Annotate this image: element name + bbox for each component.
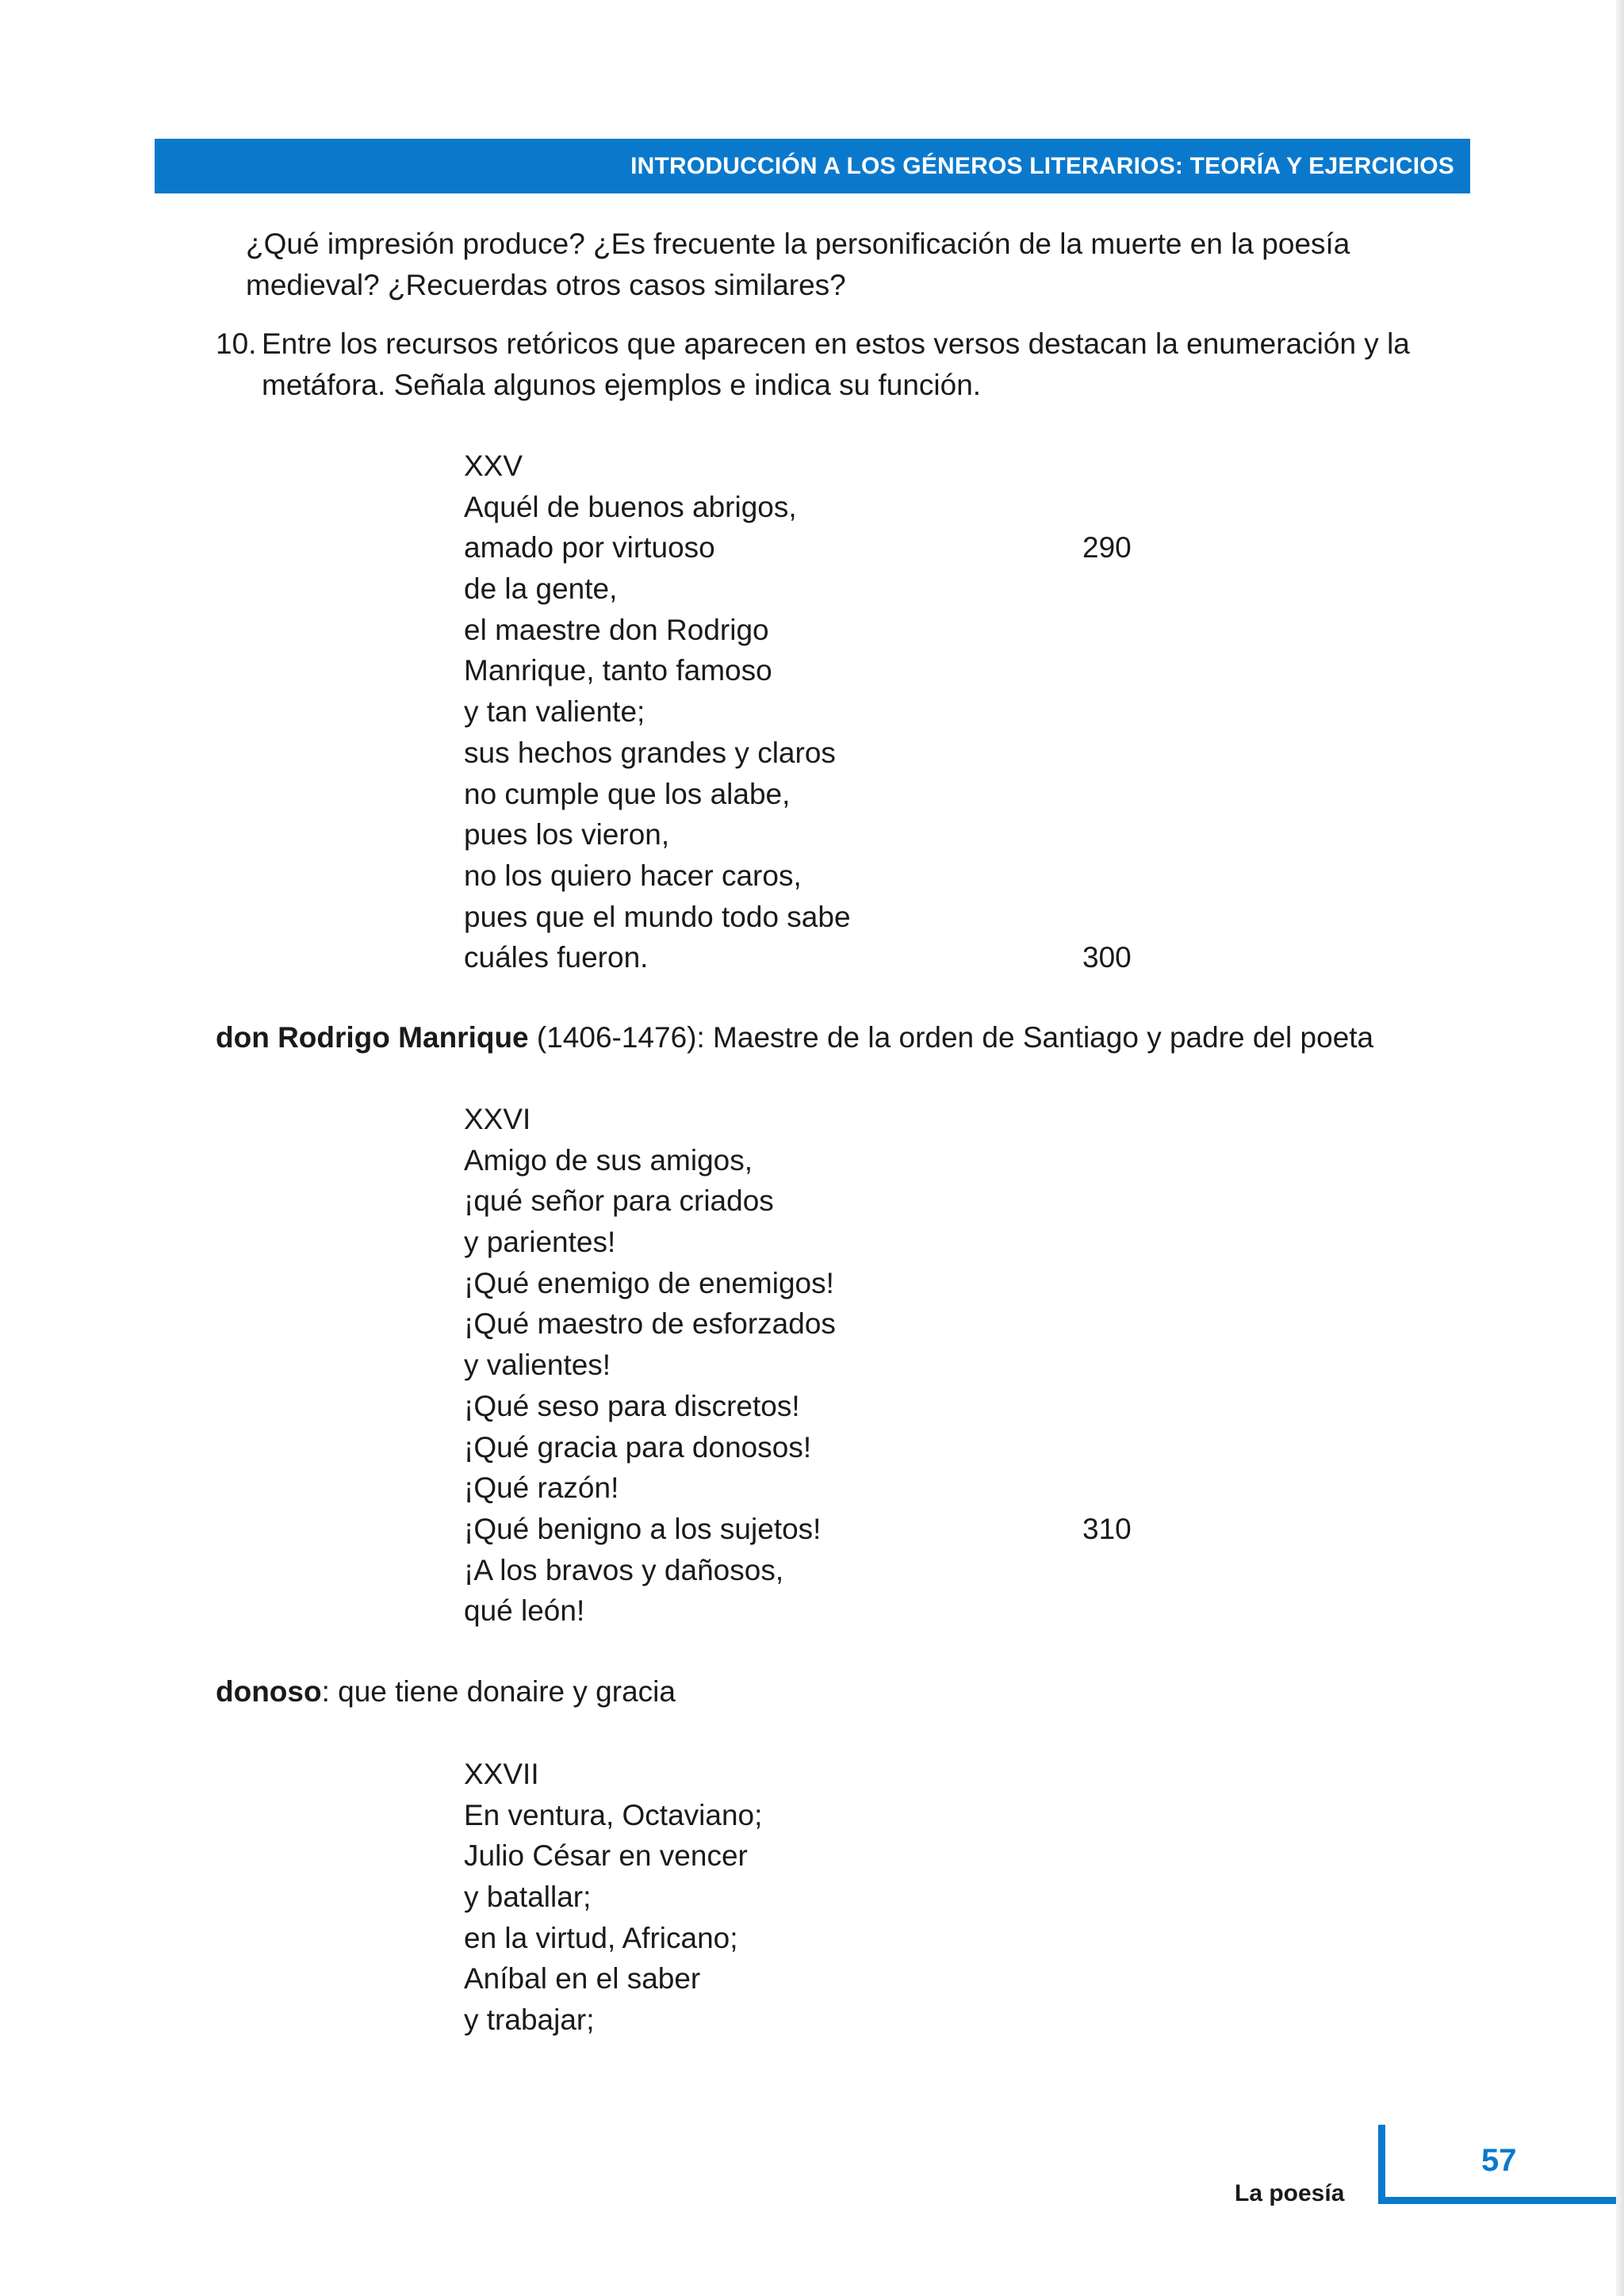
verse-line (464, 1958, 1178, 1999)
line-number: 310 (1082, 1512, 1132, 1545)
verse-line (464, 1999, 1178, 2041)
verse-line (464, 1386, 1178, 1427)
exercise-10 (216, 323, 1471, 406)
verse-text: Aquél de buenos abrigos, (464, 490, 797, 523)
verse-text: en la virtud, Africano; (464, 1921, 738, 1954)
verse-line (464, 1140, 1178, 1181)
verse-text: no los quiero hacer caros, (464, 859, 802, 892)
exercise-text: Entre los recursos retóricos que aparecen en estos versos destacan la enumeración y la metáfora. Señala algunos ejemplos e indica su función. (262, 327, 1410, 401)
stanza-xxvii (464, 1754, 1178, 2041)
verse-line (464, 1877, 1178, 1918)
verse-line (464, 1550, 1178, 1591)
verse-line (464, 1303, 1178, 1345)
stanza-heading (464, 1754, 1178, 1795)
verse-text: ¡Qué gracia para donosos! (464, 1430, 812, 1464)
verse-text: el maestre don Rodrigo (464, 613, 769, 646)
footnote-term: don Rodrigo Manrique (216, 1021, 529, 1054)
header-bar (155, 139, 1470, 193)
footnote-donoso (216, 1671, 676, 1712)
line-number: 290 (1082, 531, 1132, 564)
verse-line (464, 814, 1178, 855)
verse-line (464, 733, 1178, 774)
verse-text: XXV (464, 450, 523, 482)
verse-text: no cumple que los alabe, (464, 777, 791, 810)
verse-line (464, 1795, 1178, 1836)
verse-line (464, 1427, 1178, 1468)
footer-section-title: La poesía (1235, 2180, 1345, 2206)
verse-text: cuáles fueron. (464, 941, 649, 974)
verse-text: ¡A los bravos y dañosos, (464, 1553, 784, 1586)
verse-text: y tan valiente; (464, 695, 645, 729)
verse-line (464, 1835, 1178, 1877)
verse-text: Amigo de sus amigos, (464, 1143, 753, 1177)
stanza-heading (464, 446, 1178, 487)
header-title: INTRODUCCIÓN A LOS GÉNEROS LITERARIOS: TEORÍA Y EJERCICIOS (630, 153, 1454, 179)
verse-text: XXVI (464, 1103, 531, 1135)
page-edge (1616, 0, 1624, 2296)
stanza-xxv (464, 446, 1178, 978)
verse-text: y trabajar; (464, 2003, 595, 2037)
verse-text: sus hechos grandes y claros (464, 736, 836, 769)
verse-text: ¡Qué maestro de esforzados (464, 1307, 836, 1341)
verse-text: pues los vieron, (464, 818, 670, 851)
footer-rule-horizontal (1378, 2197, 1616, 2204)
verse-line (464, 1222, 1178, 1263)
verse-line (464, 650, 1178, 691)
verse-line (464, 610, 1178, 651)
verse-text: y batallar; (464, 1881, 592, 1914)
footnote-definition: (1406-1476): Maestre de la orden de Santiago y padre del poeta (528, 1021, 1374, 1054)
verse-text: ¡Qué enemigo de enemigos! (464, 1266, 834, 1299)
verse-text: qué león! (464, 1594, 585, 1628)
verse-text: Aníbal en el saber (464, 1962, 701, 1996)
verse-line (464, 1590, 1178, 1632)
verse-line (464, 897, 1178, 938)
verse-line (464, 568, 1178, 610)
verse-line (464, 1263, 1178, 1304)
line-number: 300 (1082, 941, 1132, 974)
verse-text: ¡Qué seso para discretos! (464, 1389, 800, 1422)
verse-line (464, 1509, 1178, 1550)
verse-line (464, 691, 1178, 733)
stanza-heading (464, 1099, 1178, 1140)
verse-text: XXVII (464, 1758, 539, 1790)
verse-line (464, 1468, 1178, 1509)
exercise-number: 10. (216, 327, 257, 360)
stanza-xxvi (464, 1099, 1178, 1632)
verse-text: y valientes! (464, 1349, 611, 1382)
verse-text: ¡qué señor para criados (464, 1184, 774, 1218)
verse-text: ¡Qué razón! (464, 1471, 619, 1505)
verse-line (464, 487, 1178, 528)
verse-text: amado por virtuoso (464, 531, 715, 564)
verse-line (464, 1918, 1178, 1959)
verse-line (464, 1181, 1178, 1222)
verse-text: ¡Qué benigno a los sujetos! (464, 1512, 822, 1545)
footnote-rodrigo (216, 1017, 1373, 1058)
verse-text: de la gente, (464, 572, 618, 606)
footer-rule-vertical (1378, 2125, 1385, 2204)
verse-text: En ventura, Octaviano; (464, 1798, 763, 1831)
verse-text: Julio César en vencer (464, 1839, 748, 1873)
verse-line (464, 1345, 1178, 1386)
verse-line (464, 937, 1178, 978)
page-number: 57 (1481, 2143, 1517, 2178)
verse-line (464, 774, 1178, 815)
verse-text: pues que el mundo todo sabe (464, 900, 851, 933)
verse-text: y parientes! (464, 1226, 616, 1259)
verse-line (464, 527, 1178, 568)
footnote-definition: : que tiene donaire y gracia (321, 1675, 676, 1708)
verse-line (464, 855, 1178, 897)
footnote-term: donoso (216, 1675, 322, 1708)
intro-paragraph: ¿Qué impresión produce? ¿Es frecuente la personificación de la muerte en la poesía medieval? ¿Recuerdas otros casos similares? (246, 228, 1350, 301)
verse-text: Manrique, tanto famoso (464, 654, 772, 687)
